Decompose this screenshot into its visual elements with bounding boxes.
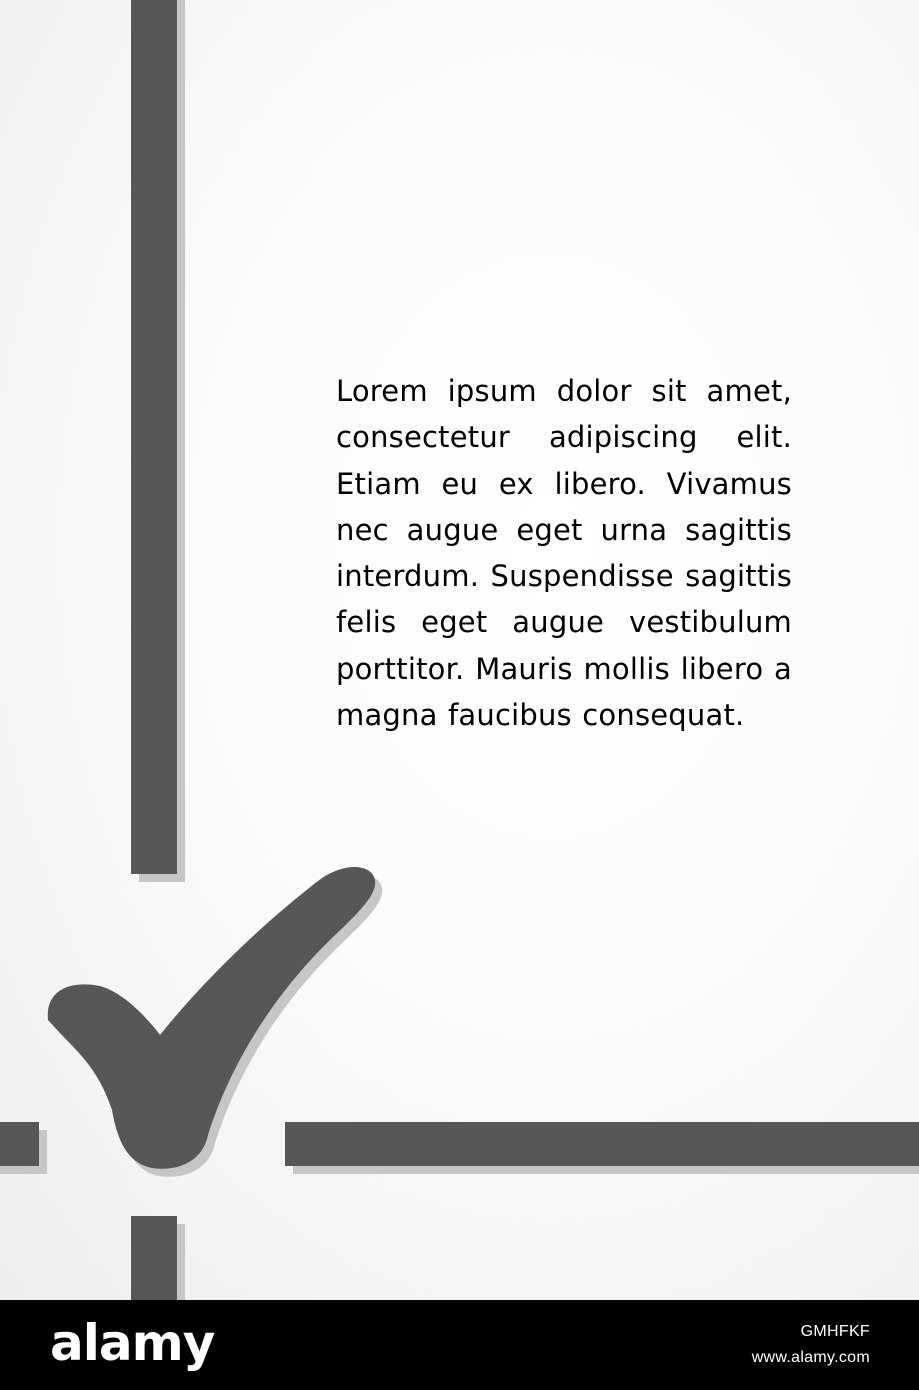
- horizontal-bar-right: [285, 1122, 919, 1166]
- body-paragraph: Lorem ipsum dolor sit amet, consectetur adipiscing elit. Etiam eu ex libero. Vivamus nec augue eget urna sagittis interdum. Suspendisse sagittis felis eget augue vestibulum porttitor. Mauris mollis libero a magna faucibus consequat.: [336, 374, 792, 733]
- alamy-logo: alamy: [50, 1314, 215, 1372]
- vertical-bar-bottom: [131, 1216, 177, 1300]
- vertical-bar-top: [131, 0, 177, 874]
- horizontal-bar-left: [0, 1122, 39, 1166]
- site-url: www.alamy.com: [751, 1349, 870, 1366]
- image-id: GMHFKF: [800, 1323, 870, 1340]
